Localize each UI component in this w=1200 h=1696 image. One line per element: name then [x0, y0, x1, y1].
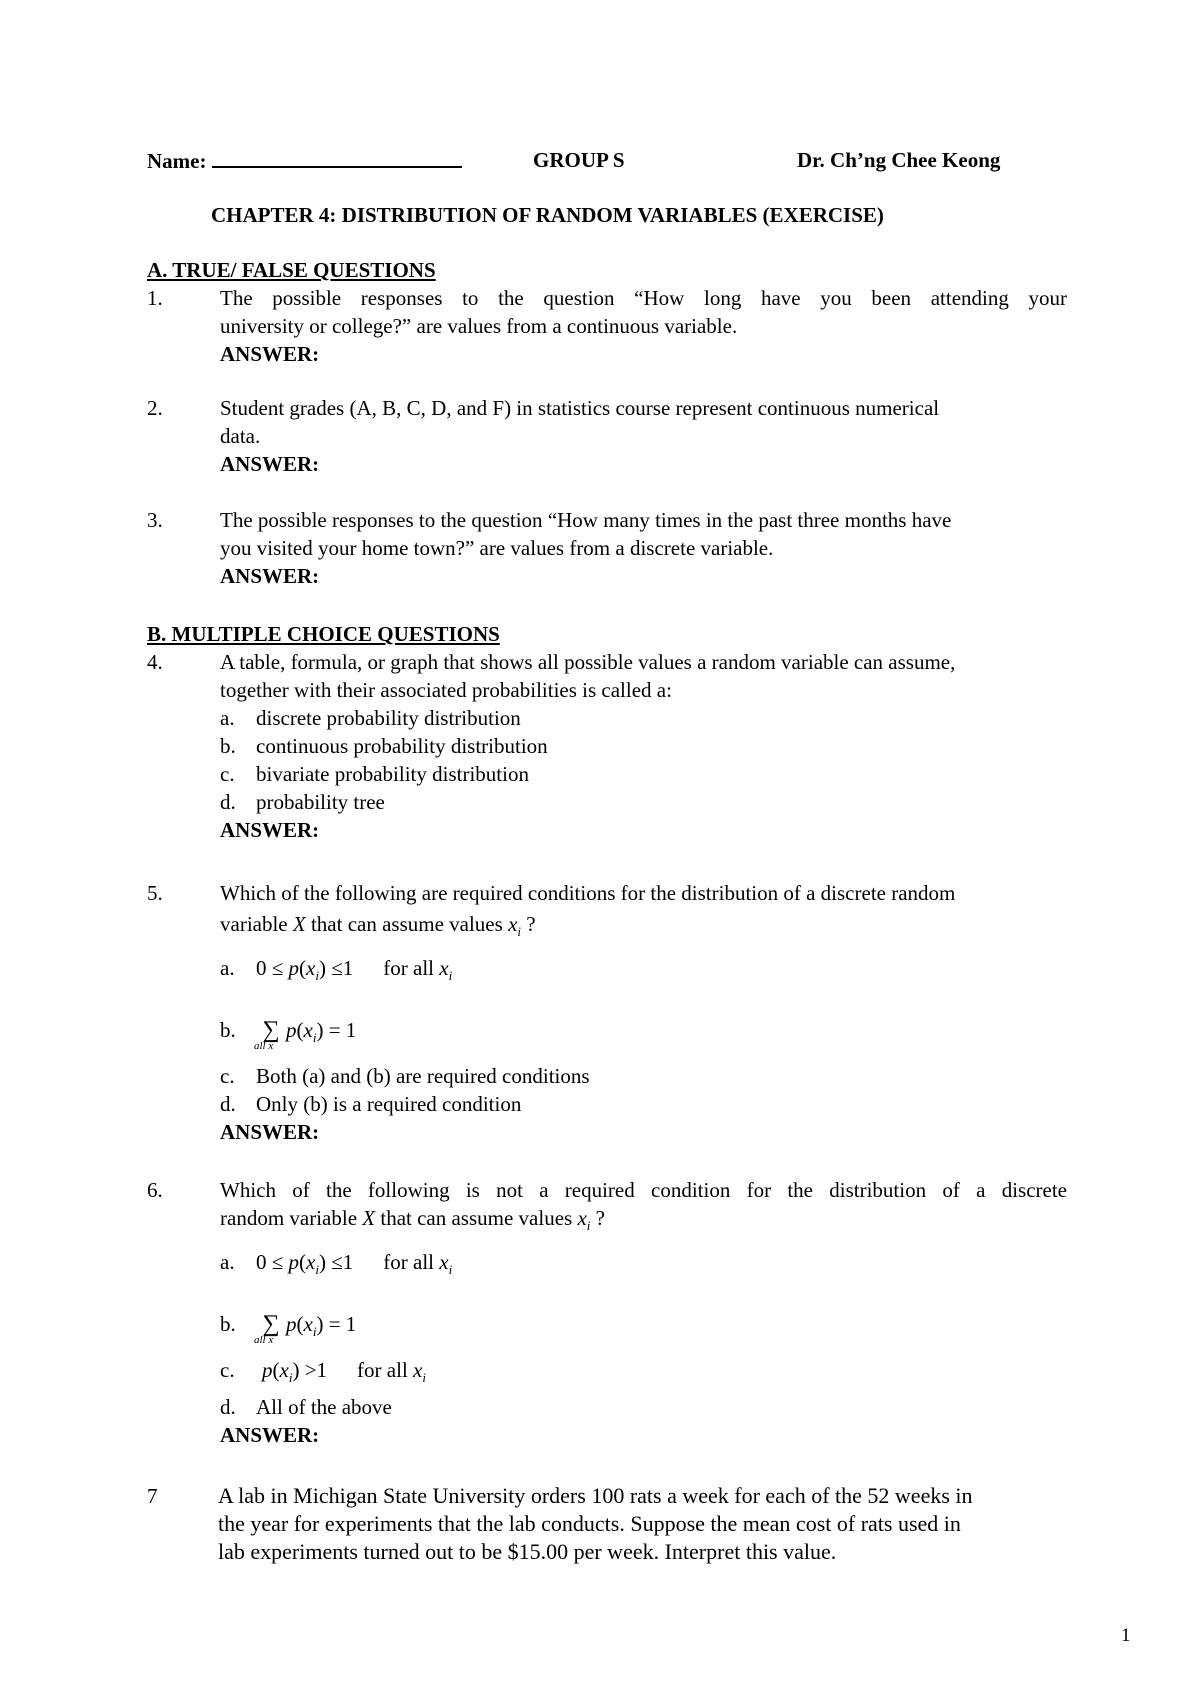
question-text-line: A table, formula, or graph that shows all possible values a random variable can assume, — [220, 650, 956, 674]
question-text-line: together with their associated probabilities is called a: — [220, 678, 672, 702]
option-a: a. discrete probability distribution — [220, 706, 521, 730]
probability-bound-formula: $0 \le p(x_i) \le 1$ — [256, 956, 354, 984]
group-label: GROUP S — [533, 148, 625, 172]
question-text-line: Student grades (A, B, C, D, and F) in statistics course represent continuous numerical — [220, 396, 940, 420]
question-text-line: The possible responses to the question “How long have you been attending your — [220, 286, 1067, 310]
option-d: d. Only (b) is a required condition — [220, 1092, 522, 1117]
question-number: 1. — [147, 286, 163, 310]
lecturer-name: Dr. Ch’ng Chee Keong — [797, 148, 1001, 172]
question-text-line: The possible responses to the question “How many times in the past three months have — [220, 508, 952, 532]
greater-than-formula: $p(x_i) >1$ — [262, 1358, 328, 1386]
question-3 — [147, 506, 1067, 590]
probability-bound-formula: $0 \le p(x_i) \le 1$ — [256, 1250, 354, 1278]
option-c: c. $p(x_i) >1$ for all $x_i$ — [220, 1358, 426, 1386]
answer-label: ANSWER: — [220, 564, 320, 588]
answer-label: ANSWER: — [220, 1422, 320, 1447]
answer-label: ANSWER: — [220, 342, 320, 366]
question-text-line: variable X that can assume values $x_i$ ? — [220, 912, 536, 940]
option-a: a. $0 \le p(x_i) \le 1$ for all $x_i$ — [220, 1250, 453, 1278]
section-a-heading: A. TRUE/ FALSE QUESTIONS — [147, 258, 436, 282]
question-4 — [147, 648, 1067, 844]
name-field — [147, 146, 462, 175]
question-text-line: Which of the following is not a required condition for the distribution of a discrete — [220, 1178, 1067, 1202]
question-text-line: random variable X that can assume values $x_i$ ? — [220, 1206, 605, 1234]
option-b: b. continuous probability distribution — [220, 734, 548, 758]
summation-symbol: ∑ all x — [254, 1017, 280, 1053]
name-blank-line — [212, 146, 462, 168]
option-c: c. bivariate probability distribution — [220, 762, 529, 786]
question-number: 5. — [147, 881, 163, 905]
answer-label: ANSWER: — [220, 1120, 320, 1145]
page-number: 1 — [1121, 1625, 1131, 1646]
answer-label: ANSWER: — [220, 452, 320, 476]
section-b-heading: B. MULTIPLE CHOICE QUESTIONS — [147, 622, 500, 646]
question-5 — [147, 879, 1067, 1146]
name-label: Name: — [147, 149, 207, 173]
question-number: 2. — [147, 396, 163, 420]
option-d: d. probability tree — [220, 790, 385, 814]
question-text-line: university or college?” are values from a continuous variable. — [220, 314, 738, 338]
page-title: CHAPTER 4: DISTRIBUTION OF RANDOM VARIABLES (EXERCISE) — [211, 203, 884, 227]
question-text-line: data. — [220, 424, 261, 448]
option-c: c. Both (a) and (b) are required conditions — [220, 1064, 590, 1089]
question-text-line: Which of the following are required conditions for the distribution of a discrete random — [220, 881, 956, 905]
summation-symbol: ∑ all x — [254, 1311, 280, 1347]
question-text-line: A lab in Michigan State University orders 100 rats a week for each of the 52 weeks in — [218, 1483, 973, 1508]
question-text-line: you visited your home town?” are values from a discrete variable. — [220, 536, 774, 560]
question-6 — [147, 1176, 1067, 1449]
option-b: b. ∑ all x $p(x_i) = 1$ — [220, 1017, 357, 1053]
option-a: a. $0 \le p(x_i) \le 1$ for all $x_i$ — [220, 956, 453, 984]
question-number: 4. — [147, 650, 163, 674]
question-1 — [147, 284, 1067, 368]
option-d: d. All of the above — [220, 1394, 392, 1419]
question-number: 6. — [147, 1178, 163, 1202]
answer-label: ANSWER: — [220, 818, 320, 842]
question-text-line: lab experiments turned out to be $15.00 per week. Interpret this value. — [218, 1539, 837, 1564]
question-text-line: the year for experiments that the lab conducts. Suppose the mean cost of rats used in — [218, 1511, 961, 1536]
sum-formula: $p(x_i) = 1$ — [286, 1018, 357, 1046]
question-2 — [147, 394, 1067, 478]
question-7 — [147, 1482, 1067, 1566]
option-b: b. ∑ all x $p(x_i) = 1$ — [220, 1311, 357, 1347]
question-number: 7 — [147, 1484, 158, 1508]
question-number: 3. — [147, 508, 163, 532]
sum-formula: $p(x_i) = 1$ — [286, 1312, 357, 1340]
